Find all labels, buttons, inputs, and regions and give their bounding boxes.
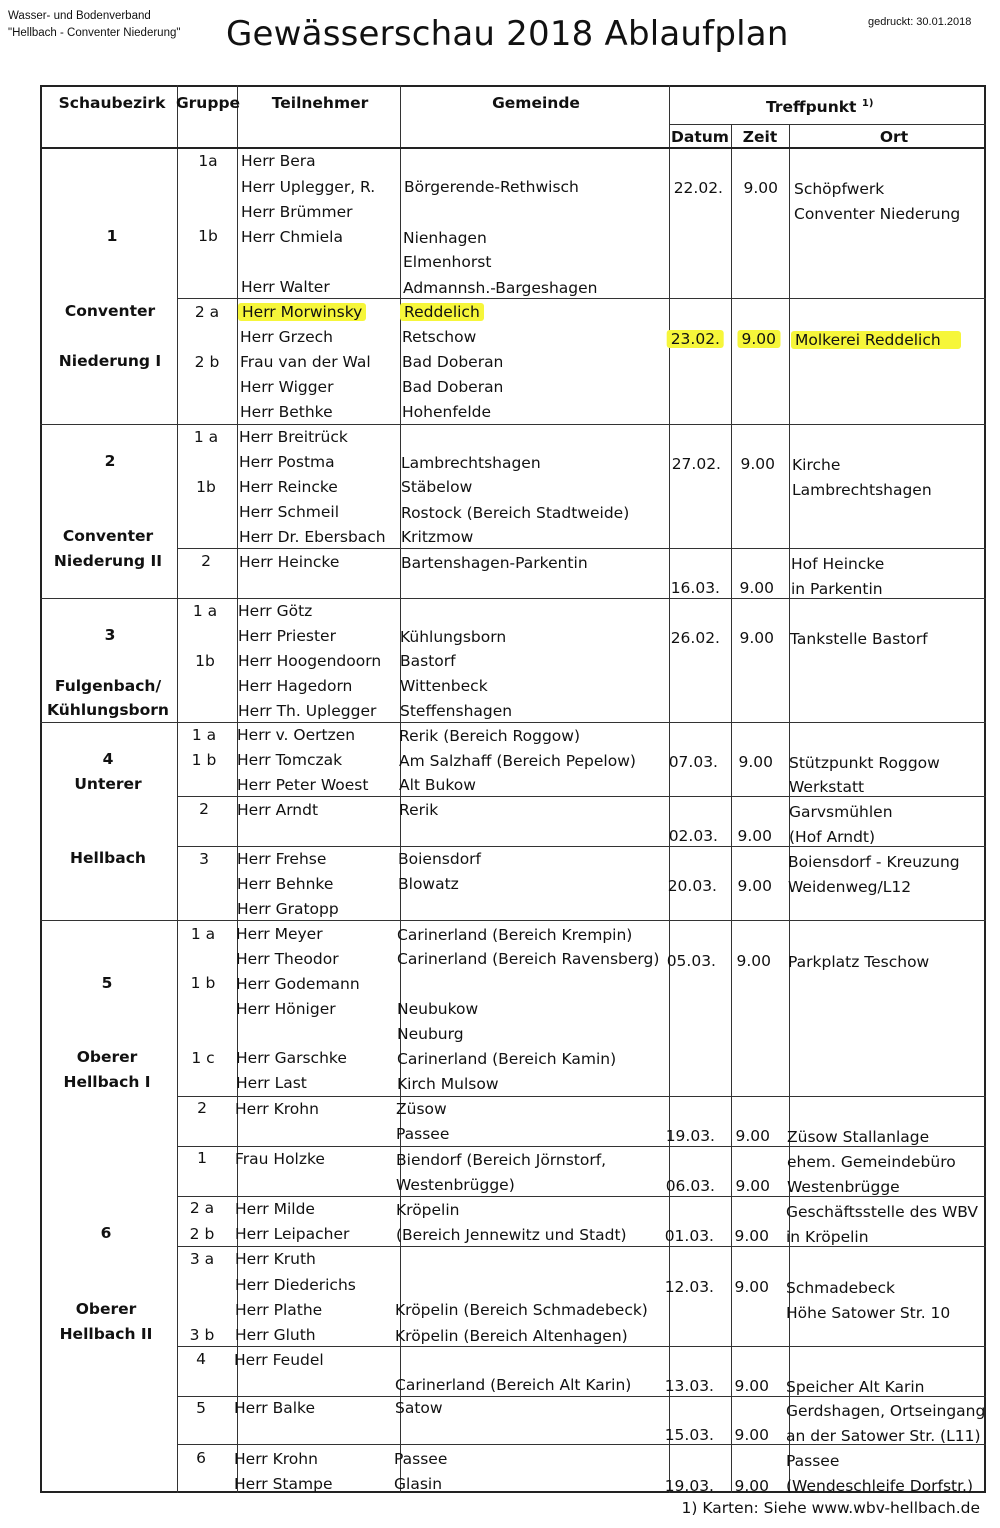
meeting-place: Schmadebeck	[786, 1279, 896, 1297]
group-label: 1 a	[193, 428, 219, 446]
municipality: Am Salzhaff (Bereich Pepelow)	[399, 752, 636, 770]
meeting-place: (Hof Arndt)	[789, 828, 876, 846]
meeting-date: 07.03.	[668, 753, 718, 771]
group-label: 2	[201, 552, 211, 570]
municipality: Biendorf (Bereich Jörnstorf,	[396, 1151, 607, 1169]
municipality: Neubukow	[397, 1000, 479, 1018]
meeting-time: 9.00	[735, 1177, 770, 1195]
municipality: Carinerland (Bereich Krempin)	[397, 926, 633, 944]
group-divider	[177, 548, 986, 549]
municipality: Glasin	[394, 1475, 443, 1493]
meeting-place: Kirche	[792, 456, 841, 474]
participant-name: Herr Wigger	[240, 378, 334, 396]
bezirk-number: 2	[104, 452, 116, 470]
meeting-place: Parkplatz Teschow	[788, 953, 930, 971]
group-label: 3 a	[189, 1250, 215, 1268]
participant-name: Herr Peter Woest	[237, 776, 369, 794]
meeting-place: Tankstelle Bastorf	[790, 630, 928, 648]
header-bottom-line	[40, 147, 986, 149]
participant-name: Frau van der Wal	[240, 353, 371, 371]
participant-name: Herr Reincke	[239, 478, 338, 496]
group-label: 1 b	[191, 751, 217, 769]
municipality: Carinerland (Bereich Kamin)	[397, 1050, 617, 1068]
header-gemeinde: Gemeinde	[492, 94, 580, 112]
meeting-date: 01.03.	[664, 1227, 714, 1245]
meeting-place: (Wendeschleife Dorfstr.)	[786, 1477, 974, 1495]
bezirk-number: 4	[102, 750, 114, 768]
document-title: Gewässerschau 2018 Ablaufplan	[226, 14, 789, 54]
meeting-date: 06.03.	[665, 1177, 715, 1195]
municipality: Satow	[395, 1399, 443, 1417]
group-label: 2 b	[189, 1225, 215, 1243]
meeting-place: Werkstatt	[789, 778, 865, 796]
meeting-date: 16.03.	[670, 579, 720, 597]
highlight-marker: 9.00	[737, 330, 780, 348]
municipality: Bartenshagen-Parkentin	[401, 554, 588, 572]
meeting-date: 05.03.	[666, 952, 716, 970]
participant-name: Herr Kruth	[235, 1250, 316, 1268]
participant-name: Herr Last	[236, 1074, 307, 1092]
bezirk-name: Oberer	[76, 1048, 138, 1066]
bezirk-number: 1	[106, 227, 118, 245]
highlight-marker: 23.02.	[667, 330, 724, 348]
meeting-place: Speicher Alt Karin	[786, 1378, 925, 1396]
bezirk-number: 5	[101, 974, 113, 992]
participant-name: Frau Holzke	[235, 1150, 325, 1168]
group-label: 1 c	[191, 1049, 215, 1067]
header-datum: Datum	[671, 128, 729, 146]
footnote: 1) Karten: Siehe www.wbv-hellbach.de	[681, 1499, 980, 1517]
participant-name: Herr Tomczak	[237, 751, 343, 769]
bezirk-divider	[40, 920, 986, 921]
header-schaubezirk: Schaubezirk	[58, 94, 166, 112]
header-ort: Ort	[879, 128, 909, 146]
municipality: Hohenfelde	[402, 403, 491, 421]
meeting-place: in Kröpelin	[786, 1228, 869, 1246]
municipality: Carinerland (Bereich Ravensberg)	[397, 950, 660, 968]
municipality: Passee	[394, 1450, 448, 1468]
organization-name	[8, 8, 180, 42]
bezirk-name: Oberer	[75, 1300, 137, 1318]
meeting-date: 19.03.	[664, 1477, 714, 1495]
meeting-place: Höhe Satower Str. 10	[786, 1304, 951, 1322]
meeting-time: 9.00	[735, 1127, 770, 1145]
meeting-date: 13.03.	[664, 1377, 714, 1395]
municipality: Carinerland (Bereich Alt Karin)	[395, 1376, 632, 1394]
participant-name: Herr Gluth	[235, 1326, 316, 1344]
meeting-place: Passee	[786, 1452, 840, 1470]
municipality: Rostock (Bereich Stadtweide)	[401, 504, 630, 522]
bezirk-name: Niederung I	[58, 352, 162, 370]
municipality: Rerik	[399, 801, 439, 819]
municipality: Westenbrügge)	[396, 1176, 515, 1194]
group-label: 1 a	[191, 726, 217, 744]
group-label: 1 b	[190, 974, 216, 992]
meeting-date: 02.03.	[668, 827, 718, 845]
participant-name-highlighted	[241, 302, 366, 322]
bezirk-divider	[40, 424, 986, 425]
meeting-time: 9.00	[734, 1426, 769, 1444]
participant-name: Herr Grzech	[240, 328, 333, 346]
municipality: Kröpelin (Bereich Schmadebeck)	[395, 1301, 648, 1319]
group-label: 1b	[195, 652, 215, 670]
meeting-place: Gerdshagen, Ortseingang	[786, 1402, 986, 1420]
municipality: Kröpelin (Bereich Altenhagen)	[395, 1327, 628, 1345]
meeting-place: Stützpunkt Roggow	[789, 754, 940, 772]
meeting-time: 9.00	[734, 1227, 769, 1245]
meeting-date: 27.02.	[671, 455, 721, 473]
municipality: (Bereich Jennewitz und Stadt)	[396, 1226, 627, 1244]
meeting-date-highlighted	[670, 329, 724, 349]
municipality: Bastorf	[400, 652, 456, 670]
municipality: Bad Doberan	[402, 378, 504, 396]
meeting-time: 9.00	[740, 455, 775, 473]
municipality: Kröpelin	[396, 1201, 460, 1219]
municipality: Stäbelow	[401, 478, 473, 496]
municipality: Boiensdorf	[398, 850, 482, 868]
group-label: 2	[197, 1099, 207, 1117]
participant-name: Herr Feudel	[234, 1351, 324, 1369]
bezirk-name: Conventer	[62, 527, 154, 545]
participant-name: Herr Hoogendoorn	[238, 652, 382, 670]
municipality: Kritzmow	[401, 528, 474, 546]
participant-name: Herr Chmiela	[241, 228, 343, 246]
municipality: Börgerende-Rethwisch	[404, 178, 579, 196]
organization-line-2: "Hellbach - Conventer Niederung"	[8, 27, 181, 39]
meeting-date: 12.03.	[664, 1278, 714, 1296]
bezirk-name: Conventer	[64, 302, 156, 320]
meeting-date: 22.02.	[673, 179, 723, 197]
group-label: 6	[196, 1449, 206, 1467]
participant-name: Herr Götz	[238, 602, 313, 620]
participant-name: Herr Frehse	[237, 850, 327, 868]
header-treffpunkt: Treffpunkt $^{1)}$	[766, 98, 874, 117]
meeting-date: 15.03.	[664, 1426, 714, 1444]
group-label: 1 a	[190, 925, 216, 943]
organization-line-1: Wasser- und Bodenverband	[8, 10, 151, 22]
group-divider	[177, 298, 986, 299]
meeting-time: 9.00	[734, 1477, 769, 1495]
group-divider	[177, 1346, 986, 1347]
meeting-place: Westenbrügge	[787, 1178, 900, 1196]
participant-name: Herr Leipacher	[235, 1225, 350, 1243]
meeting-place: ehem. Gemeindebüro	[787, 1153, 956, 1171]
group-label: 3	[199, 850, 209, 868]
group-label: 2	[199, 800, 209, 818]
meeting-date: 20.03.	[667, 877, 717, 895]
participant-name: Herr Krohn	[234, 1450, 318, 1468]
bezirk-name: Hellbach I	[63, 1073, 151, 1091]
meeting-place: an der Satower Str. (L11)	[786, 1427, 981, 1445]
participant-name: Herr Priester	[238, 627, 336, 645]
bezirk-name: Fulgenbach/	[54, 677, 162, 695]
municipality: Wittenbeck	[400, 677, 488, 695]
municipality: Neuburg	[397, 1025, 464, 1043]
meeting-place: Geschäftsstelle des WBV	[786, 1203, 979, 1221]
municipality: Nienhagen	[403, 229, 487, 247]
municipality: Blowatz	[398, 875, 459, 893]
municipality: Retschow	[402, 328, 477, 346]
meeting-place: Weidenweg/L12	[788, 878, 912, 896]
group-label: 1b	[198, 227, 218, 245]
bezirk-name: Kühlungsborn	[47, 701, 169, 719]
meeting-time: 9.00	[738, 753, 773, 771]
meeting-time: 9.00	[737, 877, 772, 895]
group-label: 2 a	[189, 1199, 215, 1217]
municipality: Bad Doberan	[402, 353, 504, 371]
column-divider	[177, 85, 178, 1493]
participant-name: Herr Stampe	[234, 1475, 333, 1493]
meeting-time: 9.00	[736, 952, 771, 970]
footnote-marker: 1)	[861, 98, 874, 109]
meeting-place: Schöpfwerk	[794, 180, 885, 198]
meeting-time: 9.00	[743, 179, 778, 197]
header-zeit: Zeit	[742, 128, 778, 146]
column-divider	[731, 124, 732, 1493]
meeting-date: 26.02.	[670, 629, 720, 647]
municipality: Züsow	[396, 1100, 447, 1118]
group-label: 5	[196, 1399, 206, 1417]
highlight-marker: Molkerei Reddelich	[791, 331, 961, 349]
participant-name: Herr Theodor	[236, 950, 339, 968]
municipality: Admannsh.-Bargeshagen	[403, 279, 598, 297]
participant-name: Herr Godemann	[236, 975, 360, 993]
printed-date: gedruckt: 30.01.2018	[868, 16, 972, 28]
participant-name: Herr Th. Uplegger	[238, 702, 377, 720]
participant-name: Herr Breitrück	[239, 428, 348, 446]
municipality: Lambrechtshagen	[401, 454, 541, 472]
bezirk-number: 3	[104, 626, 116, 644]
municipality: Alt Bukow	[399, 776, 476, 794]
participant-name: Herr Heincke	[239, 553, 340, 571]
municipality: Passee	[396, 1125, 450, 1143]
participant-name: Herr Bera	[241, 152, 316, 170]
municipality-highlighted	[403, 302, 484, 322]
meeting-time-highlighted	[740, 329, 780, 349]
bezirk-name: Niederung II	[53, 552, 163, 570]
meeting-place: Boiensdorf - Kreuzung	[788, 853, 960, 871]
meeting-time: 9.00	[737, 827, 772, 845]
municipality: Steffenshagen	[400, 702, 513, 720]
bezirk-name: Unterer	[74, 775, 142, 793]
group-label: 3 b	[189, 1326, 215, 1344]
header-teilnehmer: Teilnehmer	[271, 94, 369, 112]
municipality: Kirch Mulsow	[397, 1075, 499, 1093]
group-label: 1b	[196, 478, 216, 496]
participant-name: Herr Krohn	[235, 1100, 319, 1118]
municipality: Elmenhorst	[403, 253, 492, 271]
bezirk-divider	[40, 722, 986, 723]
participant-name: Herr Gratopp	[237, 900, 339, 918]
participant-name: Herr Garschke	[236, 1049, 347, 1067]
meeting-time: 9.00	[734, 1278, 769, 1296]
participant-name: Herr v. Oertzen	[237, 726, 356, 744]
participant-name: Herr Bethke	[240, 403, 333, 421]
meeting-time: 9.00	[734, 1377, 769, 1395]
participant-name: Herr Schmeil	[239, 503, 340, 521]
participant-name: Herr Plathe	[235, 1301, 323, 1319]
meeting-place: Hof Heincke	[791, 555, 885, 573]
highlight-marker: Reddelich	[400, 303, 484, 321]
participant-name: Herr Uplegger, R.	[241, 178, 376, 196]
bezirk-name: Hellbach	[70, 849, 146, 867]
group-label: 1a	[198, 152, 218, 170]
participant-name: Herr Walter	[241, 278, 330, 296]
group-label: 2 a	[194, 303, 220, 321]
participant-name: Herr Dr. Ebersbach	[239, 528, 386, 546]
participant-name: Herr Milde	[235, 1200, 315, 1218]
meeting-time: 9.00	[739, 579, 774, 597]
participant-name: Herr Postma	[239, 453, 335, 471]
participant-name: Herr Balke	[234, 1399, 315, 1417]
group-divider	[177, 796, 986, 797]
participant-name: Herr Behnke	[237, 875, 334, 893]
participant-name: Herr Höniger	[236, 1000, 336, 1018]
header-divider	[669, 124, 986, 125]
meeting-time: 9.00	[739, 629, 774, 647]
meeting-place: in Parkentin	[791, 580, 883, 598]
participant-name: Herr Arndt	[237, 801, 319, 819]
bezirk-number: 6	[100, 1224, 112, 1242]
municipality: Rerik (Bereich Roggow)	[399, 727, 580, 745]
group-label: 2 b	[194, 353, 220, 371]
group-label: 1 a	[192, 602, 218, 620]
meeting-place: Züsow Stallanlage	[787, 1128, 930, 1146]
participant-name: Herr Diederichs	[235, 1276, 356, 1294]
bezirk-name: Hellbach II	[59, 1325, 153, 1343]
meeting-date: 19.03.	[665, 1127, 715, 1145]
group-divider	[177, 1096, 986, 1097]
municipality: Kühlungsborn	[400, 628, 507, 646]
meeting-place: Garvsmühlen	[789, 803, 893, 821]
participant-name: Herr Meyer	[236, 925, 323, 943]
participant-name: Herr Hagedorn	[238, 677, 353, 695]
group-label: 1	[197, 1149, 207, 1167]
meeting-place: Lambrechtshagen	[792, 481, 932, 499]
header-gruppe: Gruppe	[175, 94, 241, 112]
group-label: 4	[196, 1350, 206, 1368]
meeting-place: Conventer Niederung	[794, 205, 961, 223]
highlight-marker: Herr Morwinsky	[238, 303, 366, 321]
participant-name: Herr Brümmer	[241, 203, 353, 221]
meeting-place-highlighted	[794, 330, 961, 350]
